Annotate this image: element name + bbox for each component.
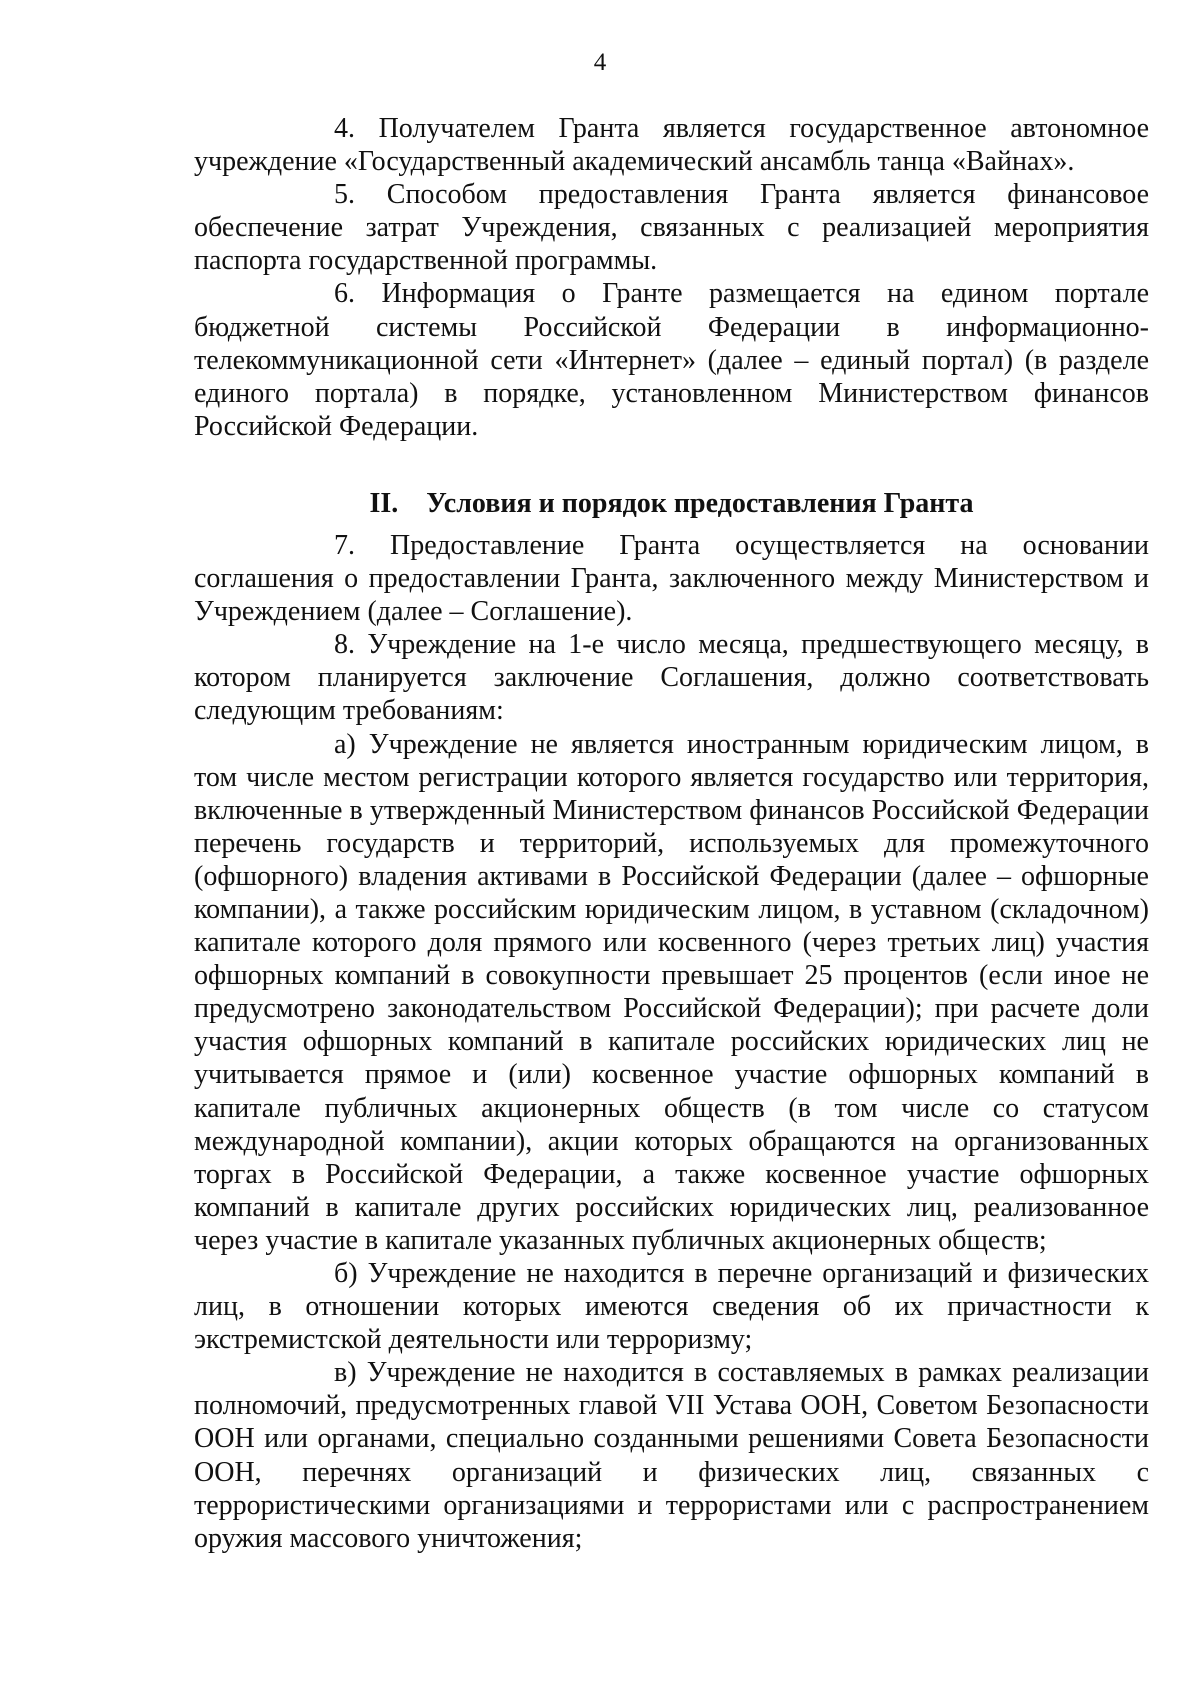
subparagraph-letter: б) [334,1258,358,1289]
document-body [194,112,1149,1555]
section-heading [194,487,1149,521]
page-number: 4 [593,49,607,76]
paragraph-text: Получателем Гранта является государственное автономное учреждение «Государственный академический ансамбль танца «Вайнах». [194,113,1149,178]
paragraph-text: Учреждение на 1-е число месяца, предшествующего месяцу, в котором планируется заключение Соглашения, должно соответствовать следующим требованиям: [194,629,1150,727]
paragraph-number: 6. [334,278,355,310]
subparagraph-letter: а) [334,728,356,760]
subparagraph-letter: в) [334,1357,357,1389]
paragraph-number: 4. [334,113,355,144]
paragraph-text: Предоставление Гранта осуществляется на основании соглашения о предоставлении Гранта, заключенного между Министерством и Учреждением (далее – Соглашение). [194,529,1149,628]
paragraph-4 [194,112,1149,178]
paragraph-text: Учреждение не находится в составляемых в рамках реализации полномочий, предусмотренных главой VII Устава ООН, Советом Безопасности ООН или органами, специально созданными решениями Совета Безопасности ООН, перечнях организаций и физических лиц, связанных с террористическими организациями и террористами или с распространением оружия массового уничтожения; [194,1357,1149,1554]
subparagraph-b [194,1257,1149,1356]
paragraph-text: Учреждение не находится в перечне организаций и физических лиц, в отношении которых имеются сведения об их причастности к экстремистской деятельности или терроризму; [194,1258,1150,1356]
paragraph-number: 5. [334,179,355,211]
paragraph-5 [194,178,1149,277]
paragraph-text: Информация о Гранте размещается на едином портале бюджетной системы Российской Федерации в информационно-телекоммуникационной сети «Интернет» (далее – единый портал) (в разделе единого портала) в порядке, установленном Министерством финансов Российской Федерации. [194,278,1150,442]
subparagraph-a [194,728,1149,1258]
subparagraph-v [194,1356,1149,1555]
paragraph-6 [194,277,1149,442]
paragraph-text: Учреждение не является иностранным юридическим лицом, в том числе местом регистрации которого является государство или территория, включенные в утвержденный Министерством финансов Российской Федерации перечень государств и территорий, используемых для промежуточного (офшорного) владения активами в Российской Федерации (далее – офшорные компании), а также российским юридическим лицом, в уставном (складочном) капитале которого доля прямого или косвенного (через третьих лиц) участия офшорных компаний в совокупности превышает 25 процентов (если иное не предусмотрено законодательством Российской Федерации); при расчете доли участия офшорных компаний в капитале российских юридических лиц не учитывается прямое и (или) косвенное участие офшорных компаний в капитале публичных акционерных обществ (в том числе со статусом международной компании), акции которых обращаются на организованных торгах в Российской Федерации, а также косвенное участие офшорных компаний в капитале других российских юридических лиц, реализованное через участие в капитале указанных публичных акционерных обществ; [194,728,1150,1256]
section-numeral: II. [369,487,399,519]
paragraph-8 [194,628,1149,727]
paragraph-text: Способом предоставления Гранта является финансовое обеспечение затрат Учреждения, связанных с реализацией мероприятия паспорта государственной программы. [194,179,1150,277]
paragraph-number: 8. [334,629,355,661]
section-title: Условия и порядок предоставления Гранта [426,487,974,519]
paragraph-number: 7. [334,529,355,561]
paragraph-7 [194,529,1149,628]
